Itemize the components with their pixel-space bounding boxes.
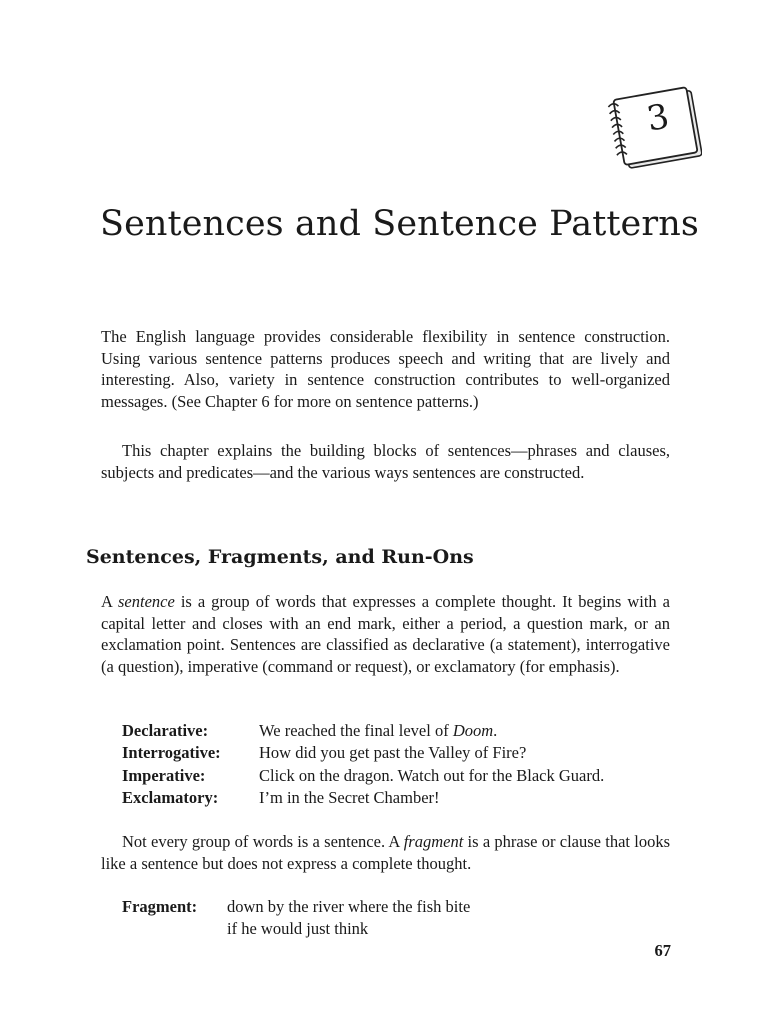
example-text: Click on the dragon. Watch out for the Black Guard. (259, 765, 605, 785)
example-text-italic: Doom (452, 721, 494, 740)
fragment-examples (122, 896, 662, 941)
example-text: I’m in the Secret Chamber! (259, 787, 440, 807)
term-sentence: sentence (118, 592, 175, 611)
fragment-row (122, 918, 662, 940)
example-label: Interrogative: (122, 743, 221, 763)
chapter-number: 3 (643, 96, 673, 140)
intro-paragraph-1: The English language provides considerable flexibility in sentence construction. Using various sentence patterns produces speech and writing that are lively and interesting. Also, variety in sentence construction contributes to well-organized messages. (See Chapter 6 for more on sentence patterns.) (101, 327, 670, 412)
example-text: How did you get past the Valley of Fire? (259, 743, 527, 763)
sentence-type-examples (122, 720, 682, 809)
example-label: Declarative: (122, 721, 209, 740)
text-run: is a phrase or clause that looks like a sentence but does not express a complete thought. (101, 832, 671, 873)
example-text: We reached the final level of (259, 721, 453, 740)
term-fragment: fragment (403, 832, 464, 851)
example-row (122, 765, 682, 787)
text-run: A (101, 592, 119, 611)
example-row (122, 720, 682, 742)
text-run: is a group of words that expresses a complete thought. It begins with a capital letter and closes with an end mark, either a period, a question mark, or an exclamation point. Sentences are classified as declarative (a statement), interrogative (a question), imperative (command or request), or exclamatory (for emphasis). (101, 592, 670, 677)
fragment-text: down by the river where the fish bite (227, 897, 471, 916)
sentence-definition-paragraph (101, 591, 670, 678)
text-run: Not every group of words is a sentence. A (122, 832, 404, 851)
example-row (122, 742, 682, 764)
page-number: 67 (654, 941, 671, 960)
fragment-text: if he would just think (227, 919, 369, 939)
fragment-row (122, 896, 662, 918)
fragment-label: Fragment: (122, 897, 198, 916)
example-row (122, 787, 682, 809)
intro-paragraph-2: This chapter explains the building blocks of sentences—phrases and clauses, subjects and predicates—and the various ways sentences are constructed. (101, 441, 670, 482)
example-label: Imperative: (122, 765, 206, 785)
chapter-badge (598, 76, 702, 172)
example-text-end: . (493, 721, 498, 740)
section-heading: Sentences, Fragments, and Run-Ons (86, 546, 474, 568)
chapter-title: Sentences and Sentence Patterns (100, 204, 699, 244)
fragment-definition-paragraph (101, 831, 670, 874)
example-label: Exclamatory: (122, 787, 219, 807)
